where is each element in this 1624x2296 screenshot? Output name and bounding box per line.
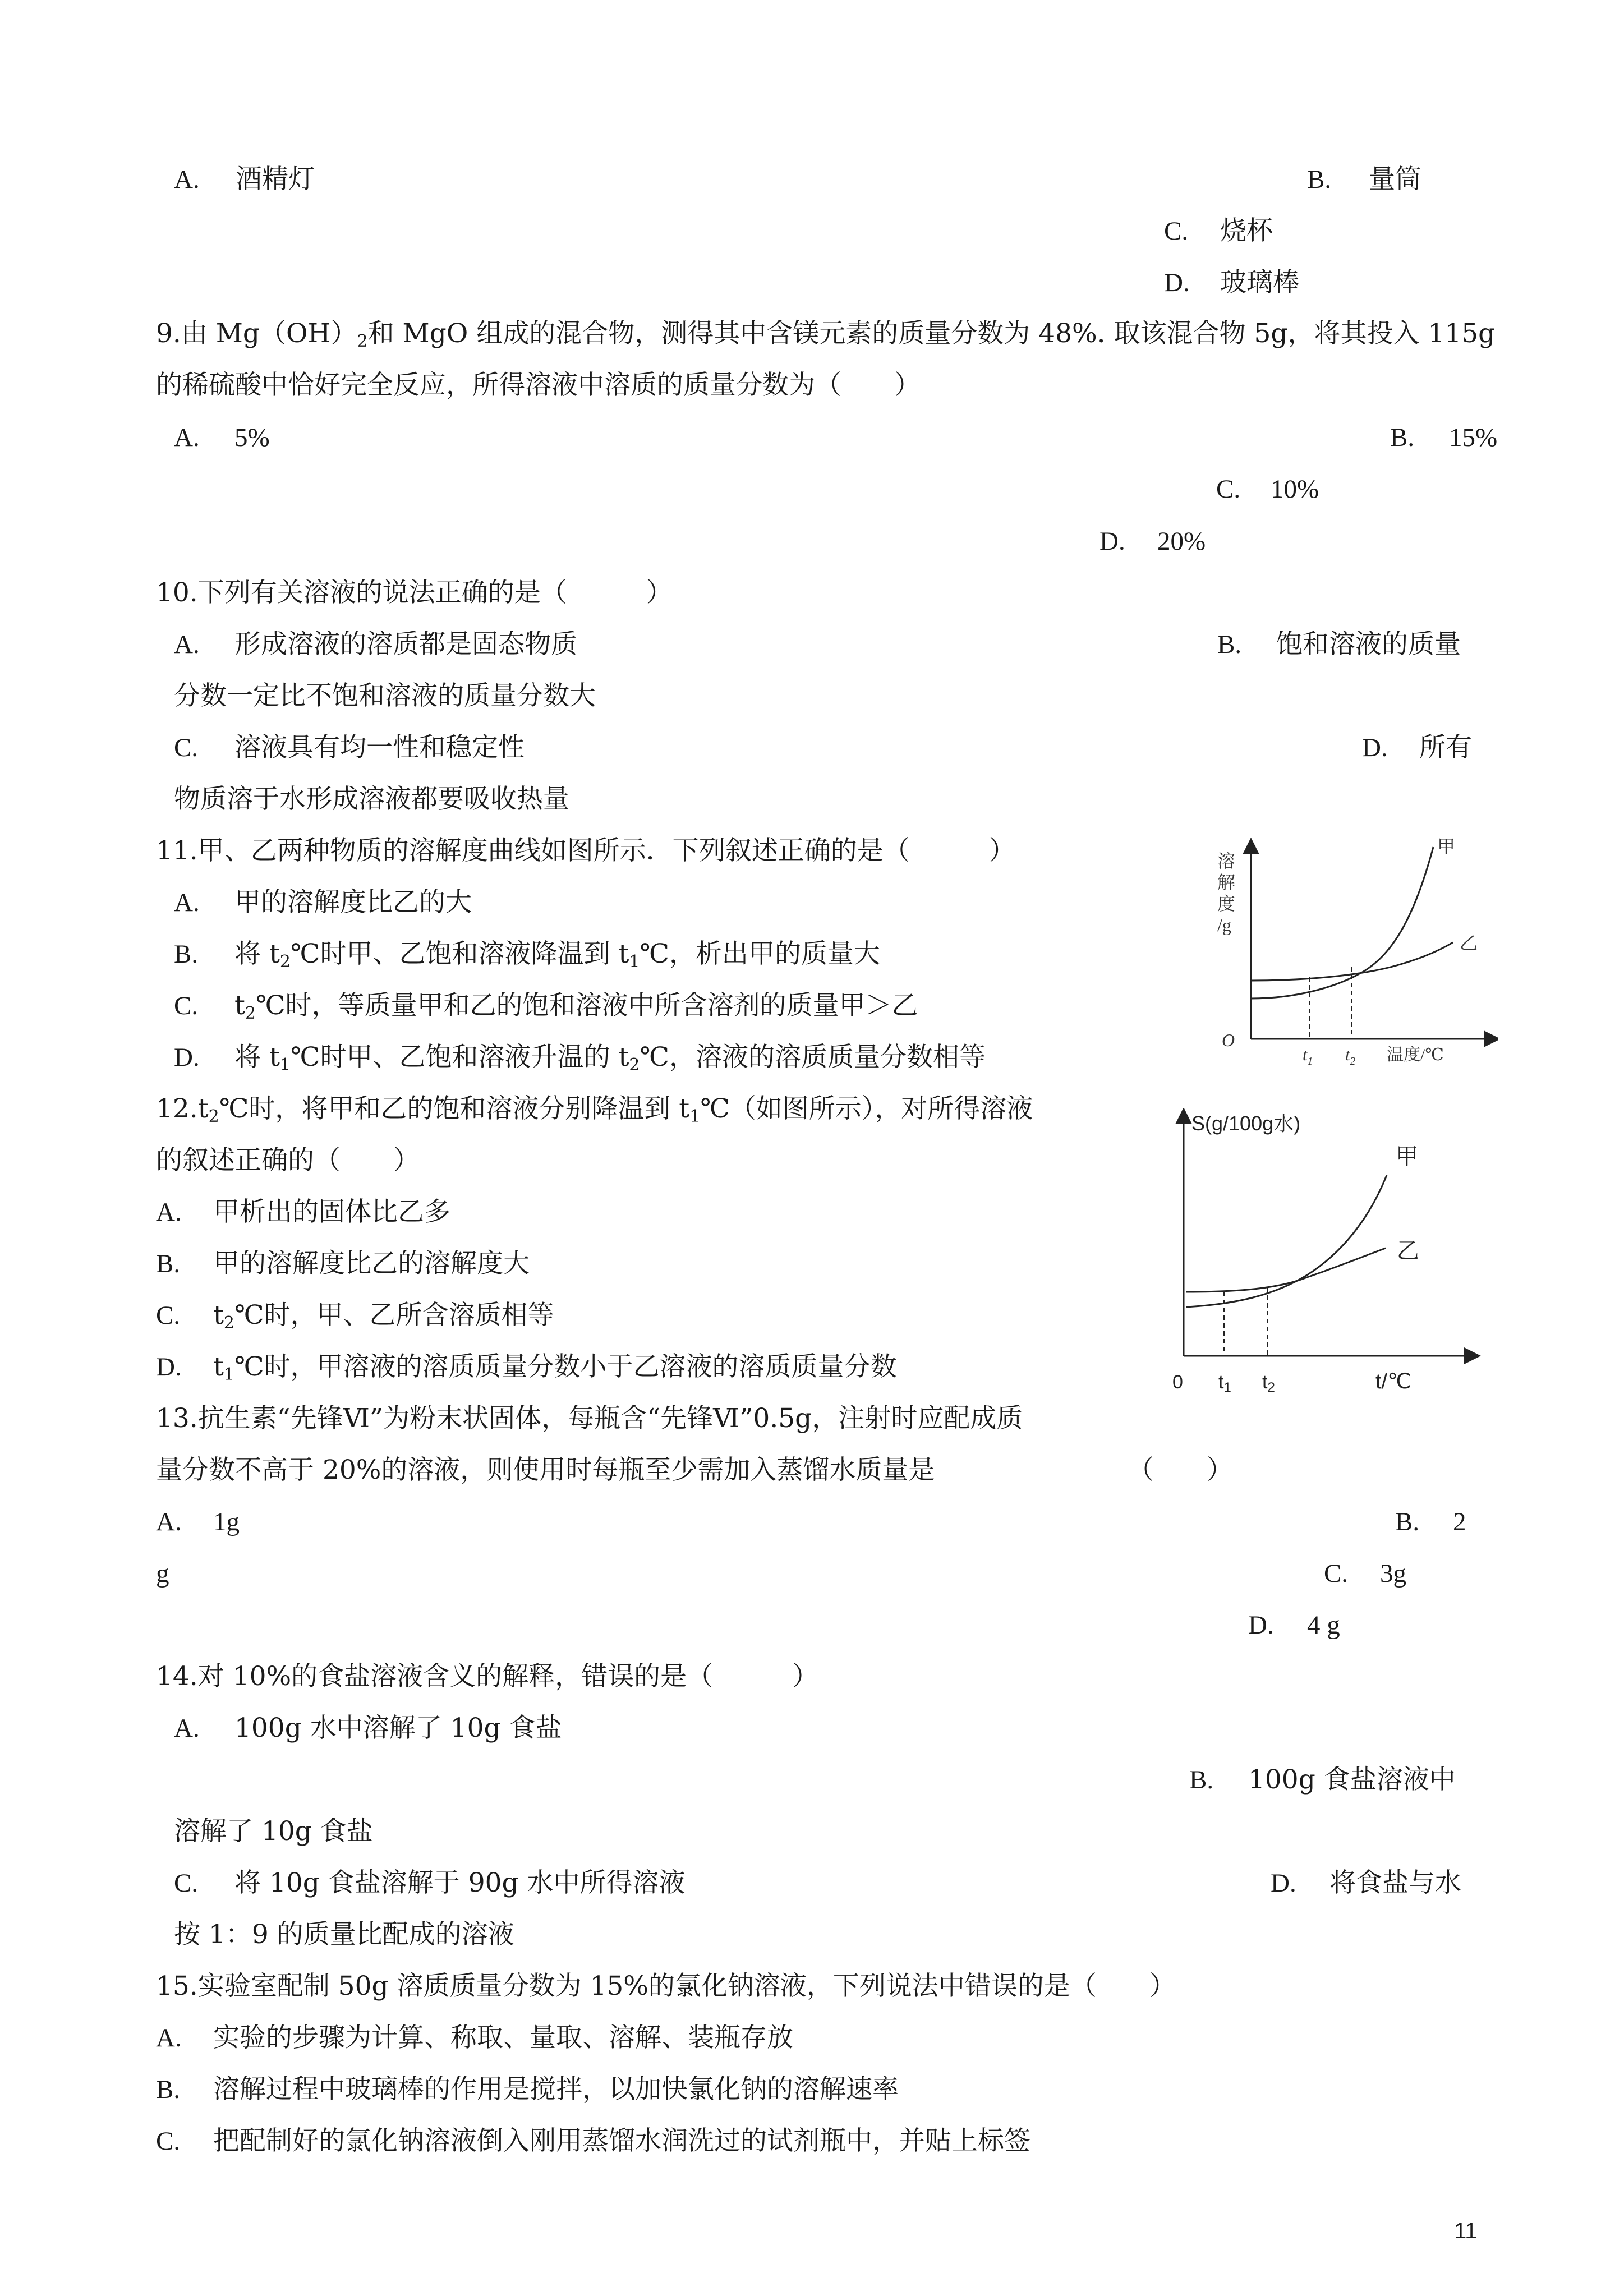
q9-stem-line1: 9.由 $Mg(OH)_2$和 MgO 组成的混合物，测得其中含镁元素的质量分数为 48%. 取该混合物 5g，将其投入 115g [156, 318, 1496, 351]
graph1-ylabel-char1: 溶 [1217, 851, 1236, 871]
graph2-t2-label: t2 [1262, 1372, 1275, 1395]
q13-option-b-text: 2 [1453, 1507, 1466, 1536]
graph2-curve-jia [1186, 1175, 1387, 1307]
graph2-ylabel: S(g/100g水) [1191, 1112, 1301, 1135]
q13-stem-paren: （ ） [1128, 1455, 1233, 1485]
q14-option-a-letter: A. [174, 1714, 200, 1743]
q9-option-a-letter: A. [174, 423, 200, 452]
q10-option-d-text: 所有 [1419, 732, 1472, 763]
q12-option-a-text: 甲析出的固体比乙多 [213, 1197, 450, 1227]
q11-option-a-text: 甲的溶解度比乙的大 [234, 887, 472, 918]
q10-option-b-text: 饱和溶液的质量 [1276, 629, 1461, 660]
q15-stem: 15.实验室配制 50g 溶质质量分数为 15%的氯化钠溶液，下列说法中错误的是（ ） [156, 1971, 1176, 2001]
q13-stem-line1: 13.抗生素“先锋Ⅵ”为粉末状固体，每瓶含“先锋Ⅵ”0.5g，注射时应配成质 [156, 1403, 1023, 1434]
q13-option-d-letter: D. [1248, 1611, 1274, 1640]
q11-solubility-graph [1206, 830, 1498, 1077]
q11-stem: 11.甲、乙两种物质的溶解度曲线如图所示．下列叙述正确的是（ ） [156, 835, 1015, 866]
page-number: 11 [1454, 2219, 1478, 2243]
q12-solubility-graph [1167, 1108, 1481, 1400]
graph1-curve-yi [1251, 942, 1453, 981]
q11-option-c-letter: C. [174, 991, 199, 1020]
q13-option-b-continuation: g [156, 1559, 169, 1588]
q8-option-d-letter: D. [1164, 268, 1190, 297]
q15-option-a-text: 实验的步骤为计算、称取、量取、溶解、装瓶存放 [213, 2022, 793, 2053]
q9-option-c-letter: C. [1216, 475, 1241, 504]
q10-option-a-letter: A. [174, 630, 200, 659]
q13-option-a-letter: A. [156, 1507, 182, 1536]
graph1-t1-label: $t_1$ [1303, 1046, 1313, 1068]
q13-option-a-text: 1g [213, 1507, 240, 1536]
graph1-xlabel: 温度/℃ [1387, 1046, 1444, 1064]
q15-option-a-letter: A. [156, 2023, 182, 2053]
q11-option-b-letter: B. [174, 940, 199, 969]
q8-option-a-letter: A. [174, 165, 200, 194]
q10-option-d-letter: D. [1362, 733, 1388, 762]
q14-option-a-text: 100g 水中溶解了 10g 食盐 [234, 1713, 562, 1743]
q12-option-a-letter: A. [156, 1198, 182, 1227]
q12-stem-line2: 的叙述正确的（ ） [156, 1145, 420, 1176]
q8-option-c-text: 烧杯 [1220, 215, 1273, 246]
q9-stem-line2: 的稀硫酸中恰好完全反应，所得溶液中溶质的质量分数为（ ） [156, 370, 921, 401]
q9-option-d-text: 20% [1157, 527, 1206, 556]
q12-option-b-text: 甲的溶解度比乙的溶解度大 [213, 1248, 530, 1279]
q10-option-c-text: 溶液具有均一性和稳定性 [234, 732, 525, 763]
q9-option-c-text: 10% [1271, 475, 1319, 504]
q12-option-d-letter: D. [156, 1352, 182, 1382]
q13-option-d-text: 4 g [1307, 1611, 1340, 1640]
q15-option-c-text: 把配制好的氯化钠溶液倒入刚用蒸馏水润洗过的试剂瓶中，并贴上标签 [213, 2125, 1030, 2156]
q10-option-b-continuation: 分数一定比不饱和溶液的质量分数大 [174, 680, 596, 711]
q10-option-d-continuation: 物质溶于水形成溶液都要吸收热量 [174, 784, 569, 815]
q8-option-c-letter: C. [1164, 217, 1189, 246]
q8-option-d-text: 玻璃棒 [1220, 267, 1299, 298]
q13-option-b-letter: B. [1395, 1507, 1420, 1536]
graph1-t2-label: $t_2$ [1345, 1046, 1356, 1068]
graph2-series-yi: 乙 [1397, 1239, 1419, 1263]
q13-option-c-letter: C. [1324, 1559, 1349, 1588]
graph2-origin: 0 [1172, 1372, 1183, 1393]
q14-option-d-continuation: 按 1：9 的质量比配成的溶液 [174, 1919, 514, 1950]
q9-option-a-text: 5% [234, 423, 270, 452]
q8-option-a-text: 酒精灯 [236, 164, 315, 195]
graph2-xlabel: t/℃ [1375, 1370, 1411, 1393]
q11-option-b-text: 将 $t_2℃$时甲、乙饱和溶液降温到 $t_1℃$，析出甲的质量大 [234, 938, 880, 972]
q10-option-b-letter: B. [1217, 630, 1242, 659]
q11-option-a-letter: A. [174, 888, 200, 917]
q15-option-b-text: 溶解过程中玻璃棒的作用是搅拌，以加快氯化钠的溶解速率 [213, 2074, 899, 2105]
q10-stem: 10.下列有关溶液的说法正确的是（ ） [156, 577, 673, 608]
q8-option-b-text: 量筒 [1369, 164, 1421, 195]
q8-option-b-letter: B. [1307, 165, 1332, 194]
graph1-series-jia: 甲 [1437, 836, 1456, 857]
q12-option-c-text: $t_2℃$时，甲、乙所含溶质相等 [213, 1300, 554, 1333]
q14-option-c-letter: C. [174, 1869, 199, 1898]
graph1-origin: O [1222, 1030, 1235, 1050]
q14-option-b-continuation: 溶解了 10g 食盐 [174, 1816, 373, 1847]
q13-stem-line2: 量分数不高于 20%的溶液，则使用时每瓶至少需加入蒸馏水质量是 [156, 1455, 935, 1485]
q10-option-a-text: 形成溶液的溶质都是固态物质 [234, 629, 577, 660]
q15-option-b-letter: B. [156, 2075, 181, 2104]
q11-option-d-letter: D. [174, 1043, 200, 1072]
q9-option-d-letter: D. [1099, 527, 1125, 556]
q10-option-c-letter: C. [174, 733, 199, 762]
q11-option-c-text: $t_2℃$时，等质量甲和乙的饱和溶液中所含溶剂的质量甲＞乙 [234, 990, 918, 1023]
q9-option-b-text: 15% [1449, 423, 1498, 452]
graph2-t1-label: t1 [1218, 1372, 1231, 1395]
q12-option-c-letter: C. [156, 1301, 181, 1330]
q15-option-c-letter: C. [156, 2127, 181, 2156]
q14-option-d-letter: D. [1271, 1869, 1296, 1898]
graph1-series-yi: 乙 [1460, 933, 1478, 953]
q13-option-c-text: 3g [1380, 1559, 1406, 1588]
q11-option-d-text: 将 $t_1℃$时甲、乙饱和溶液升温的 $t_2℃$，溶液的溶质质量分数相等 [234, 1042, 986, 1075]
q9-option-b-letter: B. [1390, 423, 1415, 452]
q14-option-c-text: 将 10g 食盐溶解于 90g 水中所得溶液 [234, 1867, 686, 1898]
q14-option-d-text: 将食盐与水 [1329, 1867, 1461, 1898]
q12-stem-line1: $12.t_2℃$时，将甲和乙的饱和溶液分别降温到 $t_1℃$（如图所示），对所得溶液 [156, 1093, 1033, 1126]
graph1-ylabel-char4: /g [1217, 915, 1231, 935]
graph2-series-jia: 甲 [1396, 1144, 1418, 1169]
graph1-ylabel-char2: 解 [1217, 872, 1236, 892]
q14-stem: 14.对 10%的食盐溶液含义的解释，错误的是（ ） [156, 1661, 819, 1692]
q12-option-d-text: $t_1℃$时，甲溶液的溶质质量分数小于乙溶液的溶质质量分数 [213, 1351, 897, 1384]
q12-option-b-letter: B. [156, 1249, 181, 1278]
graph1-ylabel-char3: 度 [1217, 894, 1236, 914]
q14-option-b-letter: B. [1189, 1765, 1214, 1795]
q14-option-b-text: 100g 食盐溶液中 [1248, 1764, 1456, 1795]
